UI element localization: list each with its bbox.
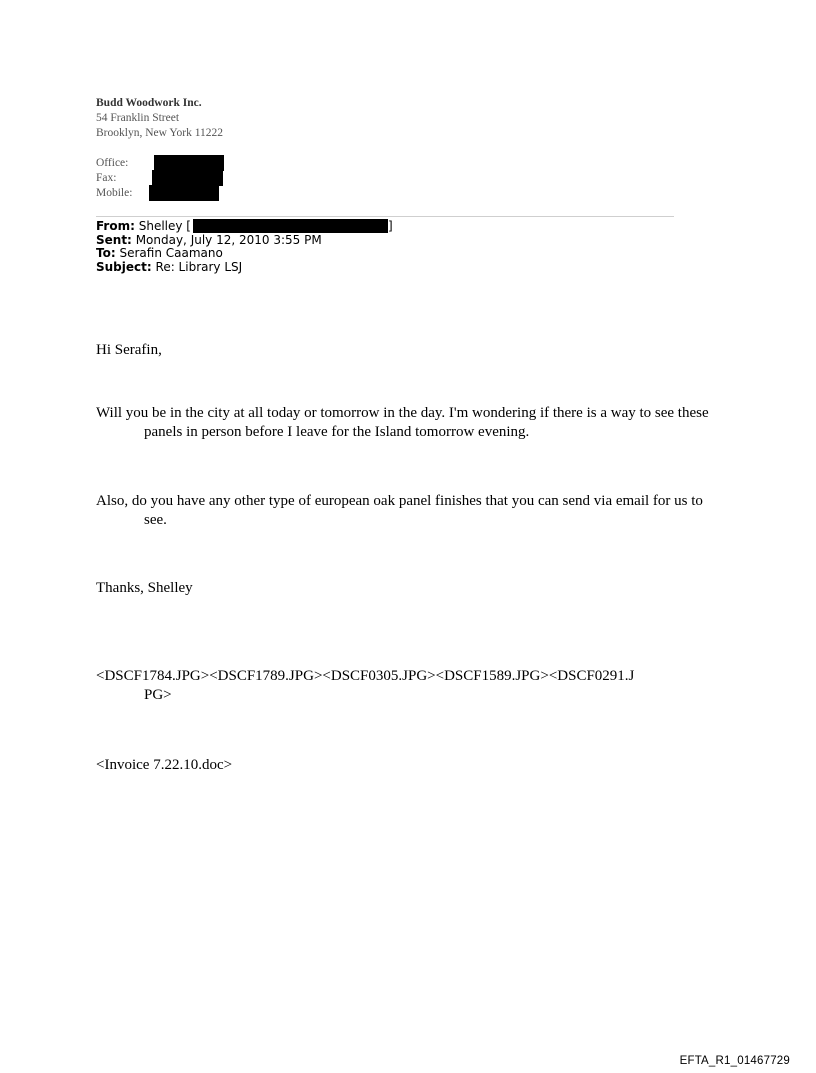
from-close-bracket: ] xyxy=(388,219,393,233)
sent-line xyxy=(96,234,393,248)
office-label: Office: xyxy=(96,157,129,169)
subject-line xyxy=(96,261,393,275)
to-line xyxy=(96,247,393,261)
email-header xyxy=(96,219,393,274)
subject-label: Subject: xyxy=(96,259,152,274)
from-label: From: xyxy=(96,219,135,233)
subject-value: Re: Library LSJ xyxy=(155,259,243,274)
company-name: Budd Woodwork Inc. xyxy=(96,97,202,109)
document-id: EFTA_R1_01467729 xyxy=(679,1055,790,1067)
redaction-mobile-number xyxy=(149,185,219,201)
mobile-label: Mobile: xyxy=(96,187,133,199)
greeting: Hi Serafin, xyxy=(96,342,162,358)
redaction-office-number xyxy=(154,155,224,171)
header-divider xyxy=(96,216,674,217)
to-value: Serafin Caamano xyxy=(119,246,223,260)
attachments-line-1: <DSCF1784.JPG><DSCF1789.JPG><DSCF0305.JPG><DSCF1589.JPG><DSCF0291.J xyxy=(96,668,635,684)
company-address-line1: 54 Franklin Street xyxy=(96,112,180,124)
mobile-row xyxy=(96,186,132,201)
office-row xyxy=(96,156,132,171)
contact-numbers xyxy=(96,156,132,201)
redaction-fax-number xyxy=(152,170,223,186)
sent-label: Sent: xyxy=(96,232,132,247)
to-label: To: xyxy=(96,246,116,260)
from-line xyxy=(96,219,393,234)
body-paragraph-2: Also, do you have any other type of european oak panel finishes that you can send via email for us to see. xyxy=(96,493,703,528)
fax-label: Fax: xyxy=(96,172,117,184)
attachments-line-2: PG> xyxy=(144,687,172,703)
sent-value: Monday, July 12, 2010 3:55 PM xyxy=(135,232,322,247)
body-paragraph-1: Will you be in the city at all today or tomorrow in the day. I'm wondering if there is a way to see these panels in person before I leave for the Island tomorrow evening. xyxy=(96,405,709,440)
company-address-line2: Brooklyn, New York 11222 xyxy=(96,127,224,139)
signoff: Thanks, Shelley xyxy=(96,580,193,596)
fax-row xyxy=(96,171,132,186)
letterhead xyxy=(96,96,223,141)
from-redaction xyxy=(193,219,388,233)
attachments-list xyxy=(96,667,696,705)
invoice-attachment: <Invoice 7.22.10.doc> xyxy=(96,757,233,773)
from-value: Shelley [ xyxy=(138,219,191,233)
